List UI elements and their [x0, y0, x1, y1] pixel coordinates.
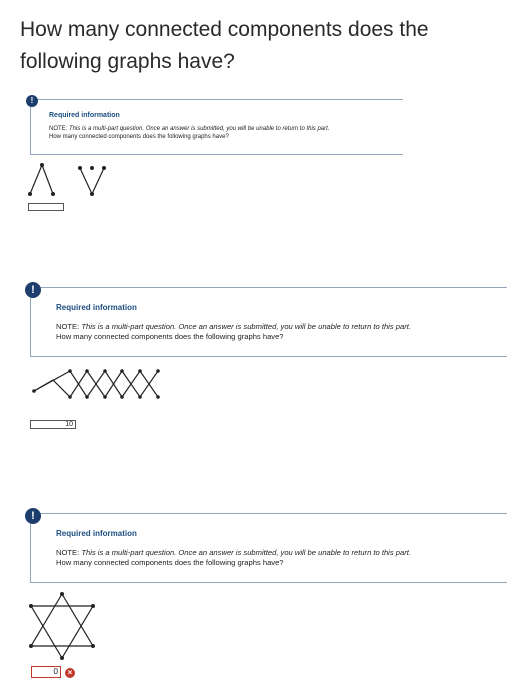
- callout-note: NOTE: This is a multi-part question. Once an answer is submitted, you will be unable to return to this part.: [56, 322, 411, 331]
- callout-note: NOTE: This is a multi-part question. Once an answer is submitted, you will be unable to return to this part.: [56, 548, 411, 557]
- exclamation-circle-icon: !: [25, 508, 41, 524]
- question-title: How many connected components does the following graphs have?: [20, 18, 429, 73]
- callout-heading: Required information: [56, 303, 137, 312]
- callout-prompt: How many connected components does the following graphs have?: [56, 558, 284, 567]
- exclamation-circle-icon: !: [26, 95, 38, 107]
- answer-input-3[interactable]: 0: [31, 666, 61, 678]
- answer-input-1[interactable]: [28, 203, 64, 211]
- callout-heading: Required information: [56, 529, 137, 538]
- x-circle-icon: ×: [65, 668, 75, 678]
- required-info-callout-3: [30, 510, 507, 583]
- callout-heading: Required information: [49, 112, 120, 119]
- graph-2: [30, 366, 165, 402]
- answer-input-2[interactable]: 10: [30, 420, 76, 429]
- callout-prompt: How many connected components does the following graphs have?: [56, 332, 284, 341]
- required-info-callout-2: [30, 284, 507, 357]
- graph-3: [26, 590, 100, 662]
- exclamation-circle-icon: !: [25, 282, 41, 298]
- graph-1: [26, 160, 116, 202]
- callout-note: NOTE: This is a multi-part question. Once an answer is submitted, you will be unable to return to this part.: [49, 126, 330, 132]
- required-info-callout-1: [30, 96, 403, 155]
- callout-prompt: How many connected components does the following graphs have?: [49, 134, 229, 140]
